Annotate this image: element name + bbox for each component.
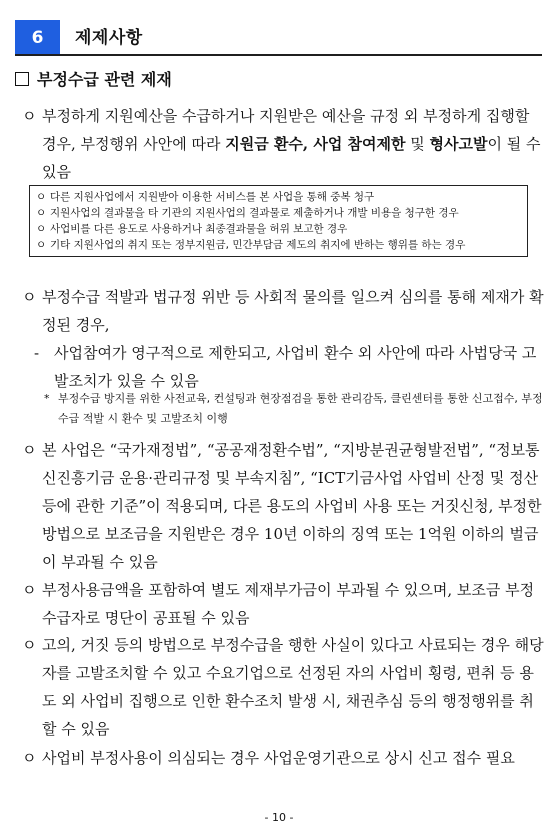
footnote-item — [44, 389, 544, 429]
p3-text: 본 사업은 “국가재정법”, “공공재정환수법”, “지방분권균형발전법”, “정보통신진흥기금 운용·관리규정 및 부속지침”, “ICT기금사업 사업비 산정 및 정산 등에 관한 기준”이 적용되며, 다른 용도의 사업비 사용 또는 거짓신청, 부정한 방법으로 보조금을 지원받은 경우 10년 이하의 징역 또는 1억원 이하의 벌금이 부과될 수 있음 — [42, 441, 542, 571]
circle-bullet-icon: ㅇ — [36, 239, 47, 251]
note-item — [36, 237, 521, 253]
note-text: 사업비를 다른 용도로 사용하거나 최종결과물을 허위 보고한 경우 — [50, 223, 348, 235]
p1-and: 및 — [405, 135, 430, 153]
circle-bullet-icon: ㅇ — [22, 636, 37, 654]
section-number: 6 — [15, 20, 60, 56]
p1-tail: 이 될 수 있음 — [42, 135, 541, 181]
footnote-text: 부정수급 방지를 위한 사전교육, 컨설팅과 현장점검을 통한 관리감독, 클린센터를 통한 신고접수, 부정수급 적발 시 환수 및 고발조치 이행 — [58, 392, 543, 425]
paragraph-4 — [22, 576, 544, 632]
note-box — [29, 185, 528, 257]
p6-text: 사업비 부정사용이 의심되는 경우 사업운영기관으로 상시 신고 접수 필요 — [42, 749, 515, 767]
circle-bullet-icon: ㅇ — [22, 441, 37, 459]
section-header — [15, 20, 542, 56]
page-number: - 10 - — [264, 811, 294, 824]
circle-bullet-icon: ㅇ — [22, 288, 37, 306]
section-title: 제제사항 — [75, 28, 143, 48]
paragraph-6 — [22, 744, 544, 772]
p4-text: 부정사용금액을 포함하여 별도 제재부가금이 부과될 수 있으며, 보조금 부정수급자로 명단이 공표될 수 있음 — [42, 581, 535, 627]
subheading — [15, 67, 172, 90]
header-rule — [15, 54, 542, 56]
note-text: 기타 지원사업의 취지 또는 정부지원금, 민간부담금 제도의 취지에 반하는 행위를 하는 경우 — [50, 239, 466, 251]
p5-text: 고의, 거짓 등의 방법으로 부정수급을 행한 사실이 있다고 사료되는 경우 해당자를 고발조치할 수 있고 수요기업으로 선정된 자의 사업비 횡령, 편취 등 용도 외 사업비 집행으로 인한 환수조치 발생 시, 채권추심 등의 행정행위를 취할 수 있음 — [42, 636, 544, 738]
asterisk-marker: * — [44, 392, 50, 405]
paragraph-3 — [22, 436, 544, 576]
paragraph-1 — [22, 102, 544, 186]
p1-bold-prosecution: 형사고발 — [429, 135, 488, 153]
circle-bullet-icon: ㅇ — [22, 581, 37, 599]
circle-bullet-icon: ㅇ — [36, 191, 47, 203]
paragraph-5 — [22, 631, 544, 743]
note-item — [36, 205, 521, 221]
p2-text: 부정수급 적발과 법규정 위반 등 사회적 물의를 일으켜 심의를 통해 제재가 확정된 경우, — [42, 288, 544, 334]
circle-bullet-icon: ㅇ — [22, 749, 37, 767]
checkbox-square-icon — [15, 72, 29, 86]
note-text: 다른 지원사업에서 지원받아 이용한 서비스를 본 사업을 통해 중복 청구 — [50, 191, 375, 203]
subheading-text: 부정수급 관련 제재 — [37, 70, 172, 89]
note-item — [36, 221, 521, 237]
dash-text: 사업참여가 영구적으로 제한되고, 사업비 환수 외 사안에 따라 사법당국 고발조치가 있을 수 있음 — [54, 344, 537, 390]
p1-text: 부정하게 지원예산을 수급하거나 지원받은 예산을 규정 외 부정하게 집행할 경우, 부정행위 사안에 따라 — [42, 107, 530, 153]
p1-bold-sanctions: 지원금 환수, 사업 참여제한 — [225, 135, 406, 153]
circle-bullet-icon: ㅇ — [36, 223, 47, 235]
circle-bullet-icon: ㅇ — [36, 207, 47, 219]
note-text: 지원사업의 결과물을 타 기관의 지원사업의 결과물로 제출하거나 개발 비용을 청구한 경우 — [50, 207, 459, 219]
paragraph-2 — [22, 283, 544, 339]
circle-bullet-icon: ㅇ — [22, 107, 37, 125]
dash-item — [34, 339, 544, 395]
dash-marker: - — [34, 344, 40, 362]
note-item — [36, 189, 521, 205]
